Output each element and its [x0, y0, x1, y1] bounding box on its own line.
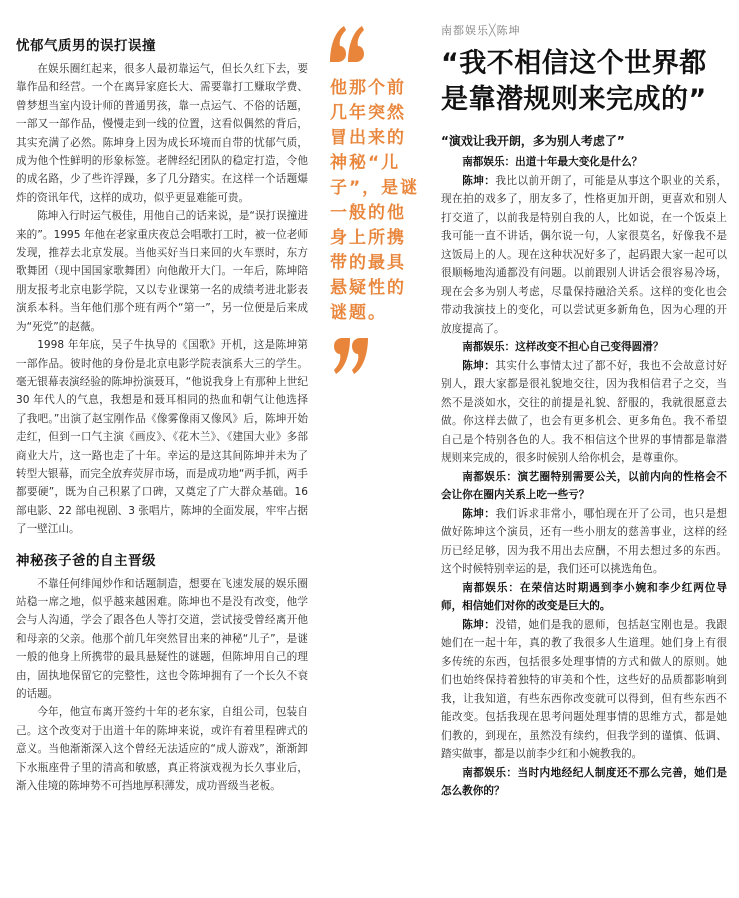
section2-para-2: 今年，他宣布离开签约十年的老东家，自组公司，包装自己。这个改变对于出道十年的陈坤来说，或许有着里程碑式的意义。当他渐渐深入这个曾经无法适应的“成人游戏”，渐渐卸下水瓶座骨子里的清高和敏感，真正将演戏视为长久事业后，渐入佳境的陈坤势不可挡地厚积薄发，成功晋级当老板。 — [16, 706, 308, 793]
question-speaker: 南都娱乐： — [462, 341, 516, 353]
question — [441, 338, 727, 357]
section1-para-3: 1998 年年底，吴子牛执导的《国歌》开机，这是陈坤第一部作品。彼时他的身份是北京电影学院表演系大三的学生。毫无银幕表演经验的陈坤扮演聂耳，“他说我身上有那种上世纪 30 年代人的气息，我想是和聂耳相同的热血和朝气让他选择了我吧。”出演了赵宝刚作品《像雾像雨又像风》后，陈坤开始走红，但到一口气主演《画皮》、《花木兰》、《建国大业》多部商业大片，这一路也走了十年。幸运的是这其间陈坤并未为了转型大银幕，而完全放弃荧屏市场，而是成功地“两手抓，两手都要硬”，既为自己积累了口碑，又奠定了广大群众基础。16 部电影、22 部电视剧、3 张唱片，陈坤的全面发展，牢牢占据了一壁江山。 — [16, 339, 308, 536]
section1-para-1: 在娱乐圈红起来，很多人最初靠运气，但长久红下去，要靠作品和经营。一个在离异家庭长大、需要靠打工赚取学费、曾梦想当室内设计师的普通男孩，靠一点运气、不俗的话题，一部又一部作品，慢慢走到一线的位置，这看似偶然的背后，其实充满了必然。陈坤身上因为成长环境而自带的忧郁气质，成为他个性鲜明的形象标签。老牌经纪团队的稳定打造，令他的成名路，少了些许浮躁，多了几分踏实。在这样一个话题爆炸的资讯年代，这样的成功，似乎更显难能可贵。 — [16, 63, 308, 204]
answer-text: 其实什么事情太过了都不好，我也不会故意讨好别人，跟大家都是很礼貌地交往，因为我相信君子之交，当然不是淡如水，交往的前提是礼貌、舒服的，我就很愿意去做。你这样去做了，也会有更多机会、更多角色。我不希望自己是个特别各色的人。我不相信这个世界的事情都是靠潜规则来完成的，很多时候别人给你机会，是尊重你。 — [441, 359, 728, 464]
answer-text: 我们诉求非常小，哪怕现在开了公司，也只是想做好陈坤这个演员，还有一些小朋友的慈善事业，这样的经历已经足够，因为我不用出去应酬，不用去想过多的东西。这个时候特别幸运的是，我们还可以挑选角色。 — [441, 507, 728, 575]
question — [441, 153, 727, 172]
pull-quote — [326, 22, 422, 382]
question-text: 出道十年最大变化是什么？ — [515, 156, 643, 168]
answer — [441, 357, 727, 468]
headline: “我不相信这个世界都是靠潜规则来完成的” — [441, 48, 707, 115]
answer-text: 没错，她们是我的恩师，包括赵宝刚也是。我跟她们在一起十年，真的教了我很多人生道理。她们身上有很多传统的东西，包括很多处理事情的方式和做人的原则。她们也始终保持着独特的审美和个性，这些好的品质都影响到我，让我知道，有些东西你改变就可以得到，但有些东西不能改变。包括我现在思考问题处理事情的思维方式，都是她们教的，到现在，虽然没有续约，但我学到的谨慎、低调、踏实做事，都是以前李少红和小婉教我的。 — [441, 618, 728, 760]
byline-publication: 南都娱乐 — [441, 24, 489, 37]
open-quote-icon — [326, 22, 366, 66]
question-text: 在荣信达时期遇到李小婉和李少红两位导师，相信她们对你的改变是巨大的。 — [441, 581, 728, 612]
byline-cross-icon: ╳ — [489, 24, 497, 37]
section2-para-1: 不靠任何绯闻炒作和话题制造，想要在飞速发展的娱乐圈站稳一席之地，似乎越来越困难。陈坤也不是没有改变，他学会与人沟通，学会了跟各色人等打交道，尝试接受曾经离开他和母亲的父亲。他那个前几年突然冒出来的神秘“儿子”，是谜一般的他身上所携带的最具悬疑性的谜题，但陈坤用自己的理由，固执地保留它的完整性，这也令陈坤拥有了一个长久不衰的话题。 — [16, 577, 308, 700]
answer — [441, 172, 727, 339]
close-quote-icon — [332, 334, 372, 378]
question — [441, 579, 727, 616]
section2-title: 神秘孩子爸的自主晋级 — [16, 552, 156, 569]
answer-speaker: 陈坤： — [462, 507, 496, 520]
section1-title: 忧郁气质男的误打误撞 — [16, 38, 156, 54]
question-speaker: 南都娱乐： — [462, 766, 518, 779]
question — [441, 468, 727, 505]
answer-speaker: 陈坤： — [462, 359, 496, 372]
question-speaker: 南都娱乐： — [462, 156, 516, 168]
section1-para-2: 陈坤入行时运气极佳，用他自己的话来说，是“误打误撞进来的”。1995 年他在老家重庆夜总会唱歌打工时，被一位老师发现，推荐去北京发展。当他买好当日来回的火车票时，东方歌舞团（现中国国家歌舞团）向他敞开大门。一年后，陈坤陪朋友报考北京电影学院，又以专业课第一名的成绩考进北影表演系本科。当年他们那个班有两个“第一”，另一位便是后来成为“死党”的赵薇。 — [16, 210, 308, 333]
question-speaker: 南都娱乐： — [462, 470, 518, 483]
interview-subhead: “演戏让我开朗，多为别人考虑了” — [441, 134, 625, 148]
answer-text: 我比以前开朗了，可能是从事这个职业的关系，现在拍的戏多了，朋友多了，性格更加开朗，更喜欢和别人打交道了，以前我是特别自我的人，比如说，在一个饭桌上我可能一直不讲话，偶尔说一句，人家很莫名，好像我不是这饭局上的人。现在这种状况好多了，起码跟大家一起可以很顺畅地沟通都没有问题。以前跟别人讲话会很容易冷场，现在会多为别人考虑，尽量保持融洽关系。这样的变化也会带动我演技上的变化，可以尝试更多新角色，因为心理的开放度提高了。 — [441, 174, 728, 335]
pull-quote-text: 他那个前几年突然冒出来的神秘“儿子”，是谜一般的他身上所携带的最具悬疑性的谜题。 — [330, 78, 420, 323]
byline — [441, 22, 727, 38]
question-text: 这样改变不担心自己变得圆滑？ — [515, 341, 664, 353]
right-column — [441, 22, 727, 801]
answer-speaker: 陈坤： — [462, 618, 496, 631]
question-speaker: 南都娱乐： — [462, 581, 520, 594]
question-text: 当时内地经纪人制度还不那么完善，她们是怎么教你的？ — [441, 766, 727, 797]
answer — [441, 616, 727, 764]
byline-interviewee: 陈坤 — [496, 24, 521, 37]
answer-speaker: 陈坤： — [462, 174, 496, 187]
left-column — [16, 34, 308, 795]
answer — [441, 505, 727, 579]
question — [441, 764, 727, 801]
question-text: 演艺圈特别需要公关，以前内向的性格会不会让你在圈内关系上吃一些亏？ — [441, 470, 727, 501]
